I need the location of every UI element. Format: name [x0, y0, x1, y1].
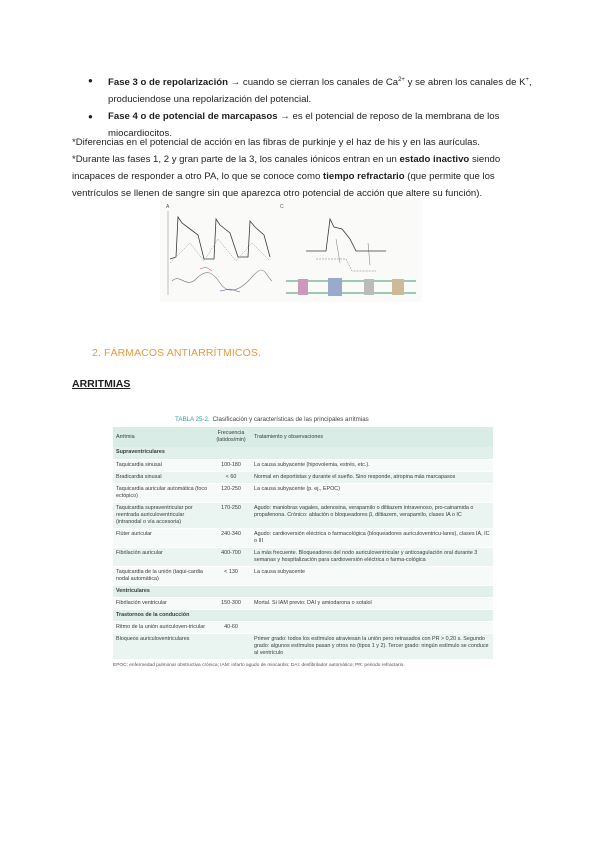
- table-cell-c2: 240-340: [211, 528, 251, 547]
- figure-label-a: A: [166, 204, 170, 210]
- table-cell-c3: La causa subyacente: [251, 566, 493, 585]
- table-cell-c2: [211, 633, 251, 659]
- note-text: siendo incapaces de responder a otro PA, lo que se conoce como: [72, 154, 501, 182]
- table-cell-c1: Ritmo de la unión auriculoven-tricular: [113, 621, 211, 633]
- table-cell-c3: Agudo: cardioversión eléctrica o farmacológica (bloqueadores auriculoventricu-lares), clases IA, IC o III: [251, 528, 493, 547]
- notes-block: [72, 134, 534, 202]
- table-cell-c3: La más frecuente. Bloqueadores del nodo auriculoventricular y anticoagulación oral durante 3 semanas y hospitalización para cardioversión eléctrica o farma-cológica: [251, 547, 493, 566]
- table-body: [113, 447, 493, 659]
- table-caption-text: Clasificación y características de las principales arritmias: [212, 416, 369, 423]
- table-row: [113, 459, 493, 471]
- table-cell-c2: 400-700: [211, 547, 251, 566]
- note-purkinje: *Diferencias en el potencial de acción en las fibras de purkinje y el haz de his y en las aurículas.: [72, 137, 480, 148]
- table-cell-c3: La causa subyacente (p. ej., EPOC): [251, 483, 493, 502]
- table-cell-c1: Flúter auricular: [113, 528, 211, 547]
- table-cell-c3: [251, 621, 493, 633]
- table-cell-c1: Bloqueos auriculoventriculares: [113, 633, 211, 659]
- table-cell-c2: [211, 585, 251, 597]
- table-caption-number: TABLA 25-2.: [175, 416, 210, 423]
- bullet-term: Fase 3 o de repolarización: [108, 77, 228, 89]
- table-cell-c3: La causa subyacente (hipovolemia, estrés, etc.).: [251, 459, 493, 471]
- superscript: +: [525, 77, 529, 83]
- note-refractory: [72, 151, 534, 202]
- table-cell-c2: 100-180: [211, 459, 251, 471]
- table-row: [113, 483, 493, 502]
- table-cell-c3: Primer grado: todos los estímulos atraviesan la unión pero retrasados con PR > 0,20 s. Segundo grado: algunos estímulos pasan y otros no (tipos 1 y 2). Tercer grado: ningún estímulo se conduce al ventrículo: [251, 633, 493, 659]
- bullet-text: , produciendose una repolarización del potencial.: [108, 77, 532, 106]
- phase-bullet-list: [88, 72, 533, 142]
- bullet-phase-3: [88, 72, 533, 108]
- header-arritmia: Arritmia: [116, 433, 135, 440]
- note-bold: estado inactivo: [399, 154, 470, 165]
- note-text: (que permite que los ventrículos se llenen de sangre sin que aparezca otro potencial de acción que altere su función).: [72, 171, 495, 199]
- table-row: [113, 597, 493, 609]
- figure-action-potential-a: [160, 199, 276, 302]
- table-group-row: [113, 585, 493, 597]
- table-cell-c1: Fibrilación auricular: [113, 547, 211, 566]
- table-cell-c2: < 60: [211, 471, 251, 483]
- action-potential-figures: [160, 199, 422, 302]
- table-row: [113, 471, 493, 483]
- note-bold: tiempo refractario: [323, 171, 405, 182]
- superscript: 2+: [398, 77, 405, 83]
- table-footnote: EPOC: enfermedad pulmonar obstructiva crónica; IAM: infarto agudo de miocardio; DAI: desfibrilador automático; PR: periodo refractario.: [113, 662, 405, 668]
- table-cell-c3: Mortal. Si IAM previo: DAI y amiodarona o sotalol: [251, 597, 493, 609]
- table-cell-c2: [211, 609, 251, 621]
- table-cell-c1: Taquicardia de la unión (taqui-cardia nodal automática): [113, 566, 211, 585]
- note-text: *Durante las fases 1, 2 y gran parte de la 3, los canales iónicos entran en un: [72, 154, 400, 165]
- table-cell-c2: 40-60: [211, 621, 251, 633]
- table-row: [113, 566, 493, 585]
- table-cell-c3: [251, 447, 493, 459]
- table-cell-c2: [211, 447, 251, 459]
- table-cell-c1: Fibrilación ventricular: [113, 597, 211, 609]
- table-row: [113, 633, 493, 659]
- table-cell-c2: 150-300: [211, 597, 251, 609]
- table-row: [113, 621, 493, 633]
- table-cell-c2: < 130: [211, 566, 251, 585]
- table-row: [113, 547, 493, 566]
- table-row: [113, 528, 493, 547]
- bullet-term: Fase 4 o de potencial de marcapasos: [108, 111, 278, 123]
- table-group-row: [113, 447, 493, 459]
- table-row: [113, 502, 493, 528]
- subsection-title: ARRITMIAS: [72, 378, 131, 390]
- table-cell-c1: Taquicardia sinusal: [113, 459, 211, 471]
- table-cell-c1: Taquicardia auricular automática (foco ectópico): [113, 483, 211, 502]
- table-header-row: [113, 427, 493, 447]
- table-cell-c3: Normal en deportistas y durante el sueño. Sino responde, atropina más marcapasos: [251, 471, 493, 483]
- figure-label-c: C: [280, 204, 284, 210]
- arrhythmia-table-block: [113, 413, 493, 669]
- arrhythmia-table: [113, 427, 493, 660]
- table-caption: [113, 413, 493, 427]
- figure-ion-channels-c: [276, 199, 422, 302]
- table-cell-c3: [251, 609, 493, 621]
- bullet-text: → cuando se cierran los canales de Ca: [227, 77, 399, 89]
- header-frecuencia: Frecuencia (latidos/min): [216, 430, 246, 443]
- table-cell-c1: Bradicardia sinusal: [113, 471, 211, 483]
- table-cell-c1: Trastornos de la conducción: [113, 609, 211, 621]
- table-cell-c2: 120-250: [211, 483, 251, 502]
- header-tratamiento: Tratamiento y observaciones: [254, 433, 324, 440]
- table-cell-c1: Ventriculares: [113, 585, 211, 597]
- table-cell-c1: Supraventriculares: [113, 447, 211, 459]
- table-cell-c3: Agudo: maniobras vagales, adenosina, verapamilo o diltiazem intravenoso, pro-cainamida o propafenona. Crónico: ablación o bloqueadores β, diltiazem, verapamilo, clases IA o IC: [251, 502, 493, 528]
- section-title: 2. FÁRMACOS ANTIARRÍTMICOS.: [92, 347, 261, 359]
- table-cell-c3: [251, 585, 493, 597]
- table-cell-c1: Taquicardia supraventricular por reentrada auriculoventricular (intranodal o vía accesoria): [113, 502, 211, 528]
- bullet-text: → es el potencial de reposo de la membrana de los miocardiocitos.: [108, 111, 500, 140]
- table-cell-c2: 170-250: [211, 502, 251, 528]
- bullet-text: y se abren los canales de K: [404, 77, 526, 89]
- table-group-row: [113, 609, 493, 621]
